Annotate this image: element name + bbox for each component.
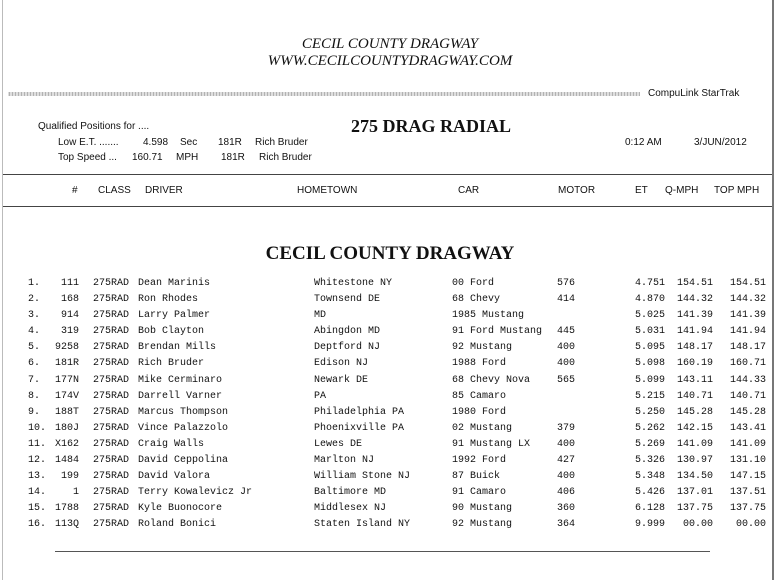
table-row	[0, 375, 780, 391]
cell-car: 91 Mustang LX	[452, 438, 531, 450]
cell-q-mph: 160.19	[676, 358, 713, 370]
cell-q-mph: 154.51	[676, 278, 713, 289]
cell-hometown: Middlesex NJ	[314, 503, 387, 515]
cell-car-number: 180J	[54, 422, 79, 434]
cell-q-mph: 140.71	[676, 390, 713, 402]
cell-class: 275RAD	[93, 503, 130, 515]
track-name: CECIL COUNTY DRAGWAY	[301, 36, 479, 52]
cell-et: 5.031	[634, 326, 665, 338]
cell-top-mph: 148.17	[729, 342, 766, 354]
cell-motor: 379	[557, 422, 576, 434]
cell-driver: Brendan Mills	[138, 342, 217, 354]
cell-q-mph: 00.00	[682, 519, 713, 531]
table-row	[0, 391, 780, 407]
cell-car: 87 Buick	[452, 471, 501, 483]
cell-position: 10.	[28, 422, 47, 434]
table-row	[0, 439, 780, 455]
col-header-car: CAR	[458, 185, 480, 196]
cell-driver: Rich Bruder	[138, 358, 205, 370]
cell-car: 02 Mustang	[452, 422, 513, 434]
cell-top-mph: 141.09	[729, 438, 766, 450]
low-et-car-number: 181R	[218, 137, 242, 148]
cell-hometown: William Stone NJ	[314, 471, 411, 483]
cell-et: 4.751	[634, 278, 665, 289]
cell-hometown: Phoenixville PA	[314, 422, 405, 434]
cell-class: 275RAD	[93, 406, 130, 418]
cell-car: 68 Chevy	[452, 294, 501, 306]
qualified-label: Qualified Positions for ....	[38, 121, 150, 132]
cell-hometown: PA	[314, 390, 327, 402]
cell-hometown: Edison NJ	[314, 358, 369, 370]
cell-car-number: 168	[60, 294, 79, 306]
table-row	[0, 358, 780, 374]
cell-position: 9.	[28, 406, 41, 418]
cell-q-mph: 145.28	[676, 406, 713, 418]
dotted-separator	[8, 92, 640, 96]
col-header-qmph: Q-MPH	[665, 185, 699, 196]
cell-top-mph: 140.71	[729, 390, 766, 402]
cell-class: 275RAD	[93, 519, 130, 531]
cell-et: 5.099	[634, 374, 665, 386]
cell-car-number: 113Q	[54, 519, 79, 531]
cell-et: 5.426	[634, 487, 665, 499]
table-row	[0, 342, 780, 358]
cell-driver: Dean Marinis	[138, 278, 211, 289]
cell-et: 6.128	[634, 503, 665, 515]
cell-q-mph: 142.15	[676, 422, 713, 434]
cell-class: 275RAD	[93, 326, 130, 338]
cell-top-mph: 145.28	[729, 406, 766, 418]
table-row	[0, 407, 780, 423]
cell-class: 275RAD	[93, 471, 130, 483]
top-speed-unit: MPH	[176, 152, 199, 163]
cell-car: 1992 Ford	[452, 455, 507, 467]
table-row	[0, 503, 780, 519]
cell-top-mph: 144.33	[729, 374, 766, 386]
cell-position: 11.	[28, 438, 47, 450]
race-date: 3/JUN/2012	[694, 137, 747, 148]
cell-class: 275RAD	[93, 390, 130, 402]
cell-q-mph: 141.94	[676, 326, 713, 338]
cell-car-number: 181R	[54, 358, 79, 370]
cell-position: 14.	[28, 487, 47, 499]
cell-hometown: Staten Island NY	[314, 519, 411, 531]
col-header-et: ET	[635, 185, 648, 196]
cell-motor: 364	[557, 519, 576, 531]
cell-hometown: Deptford NJ	[314, 342, 381, 354]
cell-car-number: 1788	[54, 503, 79, 515]
table-row	[0, 455, 780, 471]
cell-class: 275RAD	[93, 358, 130, 370]
top-speed-label: Top Speed ...	[58, 152, 117, 163]
cell-car-number: 9258	[54, 342, 79, 354]
cell-top-mph: 137.75	[729, 503, 766, 515]
cell-et: 5.095	[634, 342, 665, 354]
cell-driver: David Ceppolina	[138, 455, 229, 467]
low-et-driver: Rich Bruder	[255, 137, 308, 148]
col-header-class: CLASS	[98, 185, 131, 196]
cell-class: 275RAD	[93, 342, 130, 354]
cell-et: 5.025	[634, 310, 665, 322]
cell-q-mph: 134.50	[676, 471, 713, 483]
cell-hometown: Townsend DE	[314, 294, 381, 306]
race-class-title: 275 DRAG RADIAL	[351, 116, 512, 136]
cell-hometown: Abingdon MD	[314, 326, 381, 338]
cell-motor: 576	[557, 278, 576, 289]
table-row	[0, 294, 780, 310]
cell-car: 91 Camaro	[452, 487, 507, 499]
cell-driver: David Valora	[138, 471, 211, 483]
cell-q-mph: 144.32	[676, 294, 713, 306]
col-header-top-mph: TOP MPH	[714, 185, 760, 196]
cell-motor: 400	[557, 471, 576, 483]
cell-car-number: 188T	[54, 406, 79, 418]
cell-car: 1980 Ford	[452, 406, 507, 418]
cell-car-number: 1484	[54, 455, 79, 467]
cell-car-number: 177N	[54, 374, 79, 386]
cell-q-mph: 141.39	[676, 310, 713, 322]
cell-position: 4.	[28, 326, 41, 338]
cell-hometown: Newark DE	[314, 374, 369, 386]
table-row	[0, 519, 780, 535]
cell-hometown: Lewes DE	[314, 438, 363, 450]
cell-motor: 400	[557, 358, 576, 370]
cell-car-number: 914	[60, 310, 79, 322]
cell-position: 7.	[28, 374, 41, 386]
cell-driver: Darrell Varner	[138, 390, 223, 402]
cell-position: 16.	[28, 519, 47, 531]
low-et-unit: Sec	[180, 137, 198, 148]
cell-et: 9.999	[634, 519, 665, 531]
table-row	[0, 326, 780, 342]
cell-position: 1.	[28, 278, 41, 289]
cell-et: 5.098	[634, 358, 665, 370]
cell-car: 92 Mustang	[452, 519, 513, 531]
cell-top-mph: 144.32	[729, 294, 766, 306]
table-row	[0, 487, 780, 503]
cell-top-mph: 00.00	[735, 519, 766, 531]
cell-position: 15.	[28, 503, 47, 515]
cell-motor: 400	[557, 342, 576, 354]
timing-system-name: CompuLink StarTrak	[648, 88, 740, 99]
cell-top-mph: 137.51	[729, 487, 766, 499]
cell-car: 1988 Ford	[452, 358, 507, 370]
header-rule-bottom	[3, 206, 772, 207]
cell-top-mph: 143.41	[729, 422, 766, 434]
results-table	[0, 278, 780, 536]
cell-hometown: Baltimore MD	[314, 487, 387, 499]
cell-q-mph: 137.75	[676, 503, 713, 515]
cell-et: 4.870	[634, 294, 665, 306]
low-et-label: Low E.T. .......	[58, 137, 119, 148]
cell-car-number: X162	[54, 438, 79, 450]
col-header-hometown: HOMETOWN	[297, 185, 358, 196]
table-row	[0, 471, 780, 487]
cell-top-mph: 141.94	[729, 326, 766, 338]
cell-car: 1985 Mustang	[452, 310, 525, 322]
cell-position: 13.	[28, 471, 47, 483]
cell-position: 6.	[28, 358, 41, 370]
cell-class: 275RAD	[93, 294, 130, 306]
cell-car-number: 199	[60, 471, 79, 483]
cell-q-mph: 143.11	[676, 374, 713, 386]
cell-motor: 445	[557, 326, 576, 338]
cell-class: 275RAD	[93, 455, 130, 467]
cell-car: 91 Ford Mustang	[452, 326, 543, 338]
col-header-number: #	[72, 185, 78, 196]
cell-class: 275RAD	[93, 374, 130, 386]
cell-motor: 427	[557, 455, 576, 467]
low-et-value: 4.598	[143, 137, 169, 148]
cell-driver: Larry Palmer	[138, 310, 211, 322]
cell-et: 5.262	[634, 422, 665, 434]
cell-et: 5.326	[634, 455, 665, 467]
cell-position: 3.	[28, 310, 41, 322]
cell-q-mph: 130.97	[676, 455, 713, 467]
cell-car-number: 174V	[54, 390, 79, 402]
cell-driver: Craig Walls	[138, 438, 205, 450]
cell-et: 5.269	[634, 438, 665, 450]
cell-driver: Marcus Thompson	[138, 406, 229, 418]
cell-car: 68 Chevy Nova	[452, 374, 531, 386]
cell-driver: Ron Rhodes	[138, 294, 199, 306]
cell-q-mph: 148.17	[676, 342, 713, 354]
cell-car-number: 319	[60, 326, 79, 338]
cell-motor: 414	[557, 294, 576, 306]
cell-q-mph: 141.09	[676, 438, 713, 450]
track-website: WWW.CECILCOUNTYDRAGWAY.COM	[267, 53, 513, 69]
cell-et: 5.250	[634, 406, 665, 418]
cell-motor: 565	[557, 374, 576, 386]
table-row	[0, 423, 780, 439]
cell-car: 00 Ford	[452, 278, 495, 289]
race-time: 0:12 AM	[625, 137, 662, 148]
cell-motor: 360	[557, 503, 576, 515]
cell-driver: Bob Clayton	[138, 326, 205, 338]
header-rule-top	[3, 174, 772, 175]
table-row	[0, 278, 780, 294]
cell-class: 275RAD	[93, 310, 130, 322]
cell-class: 275RAD	[93, 278, 130, 289]
cell-position: 2.	[28, 294, 41, 306]
cell-driver: Vince Palazzolo	[138, 422, 229, 434]
cell-hometown: Whitestone NY	[314, 278, 393, 289]
cell-motor: 406	[557, 487, 576, 499]
cell-top-mph: 154.51	[729, 278, 766, 289]
cell-car: 92 Mustang	[452, 342, 513, 354]
results-end-rule	[55, 551, 710, 552]
cell-car: 85 Camaro	[452, 390, 507, 402]
cell-hometown: MD	[314, 310, 327, 322]
cell-top-mph: 131.10	[729, 455, 766, 467]
top-speed-value: 160.71	[132, 152, 163, 163]
cell-car-number: 111	[60, 278, 79, 289]
results-section-title: CECIL COUNTY DRAGWAY	[265, 243, 515, 264]
top-speed-driver: Rich Bruder	[259, 152, 312, 163]
cell-position: 8.	[28, 390, 41, 402]
cell-hometown: Marlton NJ	[314, 455, 375, 467]
cell-motor: 400	[557, 438, 576, 450]
cell-driver: Terry Kowalevicz Jr	[138, 487, 253, 499]
cell-top-mph: 160.71	[729, 358, 766, 370]
cell-et: 5.348	[634, 471, 665, 483]
cell-position: 12.	[28, 455, 47, 467]
table-row	[0, 310, 780, 326]
top-speed-car-number: 181R	[221, 152, 245, 163]
cell-top-mph: 141.39	[729, 310, 766, 322]
cell-class: 275RAD	[93, 422, 130, 434]
cell-car: 90 Mustang	[452, 503, 513, 515]
cell-class: 275RAD	[93, 487, 130, 499]
cell-q-mph: 137.01	[676, 487, 713, 499]
cell-class: 275RAD	[93, 438, 130, 450]
col-header-driver: DRIVER	[145, 185, 183, 196]
cell-driver: Kyle Buonocore	[138, 503, 223, 515]
cell-position: 5.	[28, 342, 41, 354]
cell-top-mph: 147.15	[729, 471, 766, 483]
col-header-motor: MOTOR	[558, 185, 596, 196]
cell-driver: Mike Cerminaro	[138, 374, 223, 386]
cell-et: 5.215	[634, 390, 665, 402]
cell-hometown: Philadelphia PA	[314, 406, 405, 418]
cell-car-number: 1	[72, 487, 79, 499]
cell-driver: Roland Bonici	[138, 519, 217, 531]
